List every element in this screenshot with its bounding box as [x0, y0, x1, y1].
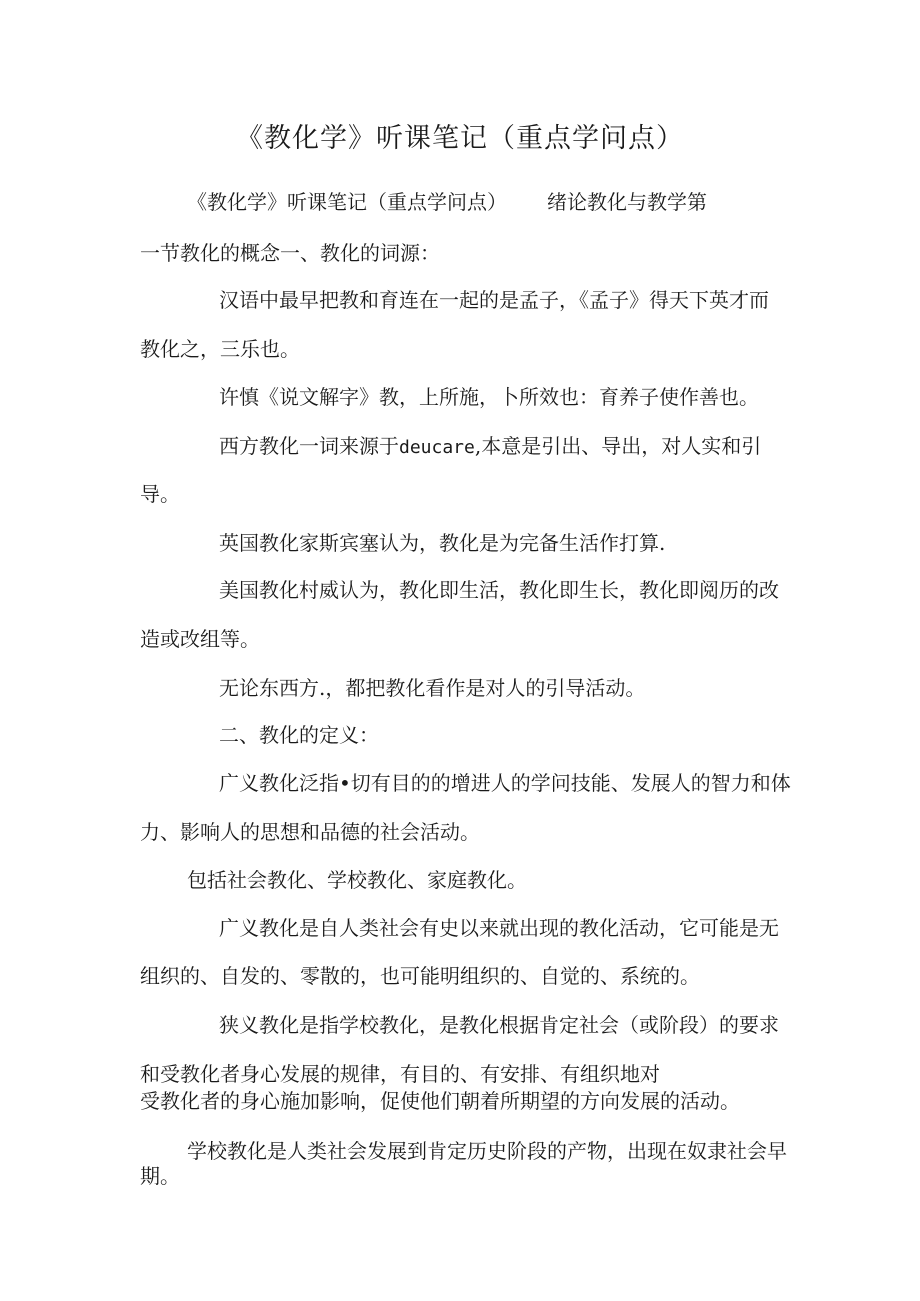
paragraph-line: 广义教化是自人类社会有史以来就出现的教化活动，它可能是无 [219, 916, 779, 940]
section-heading: 二、教化的定义： [219, 723, 379, 747]
paragraph-line: 受教化者的身心施加影响，促使他们朝着所期望的方向发展的活动。 [140, 1089, 740, 1113]
paragraph-line: 狭义教化是指学校教化，是教化根据肯定社会（或阶段）的要求 [219, 1013, 779, 1037]
text-run: ,本意是引出、导出，对人实和引 [474, 434, 762, 458]
paragraph-line: 广义教化泛指•切有目的的增进人的学问技能、发展人的智力和体 [219, 771, 791, 795]
paragraph-line [219, 432, 761, 462]
paragraph-line: 英国教化家斯宾塞认为，教化是为完备生活作打算. [219, 531, 666, 555]
text-run: 西方教化一词来源于 [219, 434, 399, 458]
paragraph-line: 绪论教化与教学第 [547, 190, 707, 214]
paragraph-line: 《教化学》听课笔记（重点学问点） [187, 190, 507, 214]
paragraph-line: 许慎《说文解字》教，上所施，卜所效也：育养子使作善也。 [219, 385, 759, 409]
paragraph-line: 一节教化的概念一、教化的词源： [140, 241, 440, 265]
paragraph-line: 教化之，三乐也。 [140, 337, 300, 361]
paragraph-line: 包括社会教化、学校教化、家庭教化。 [187, 868, 527, 892]
paragraph-line: 期。 [140, 1164, 180, 1188]
document-title: 《教化学》听课笔记（重点学问点） [236, 123, 684, 154]
paragraph-line: 无论东西方.，都把教化看作是对人的引导活动。 [219, 676, 646, 700]
latin-word: deucare [399, 437, 475, 458]
paragraph-line: 汉语中最早把教和育连在一起的是孟子，《孟子》得天下英才而 [219, 288, 769, 312]
paragraph-line: 造或改组等。 [140, 627, 260, 651]
paragraph-line: 美国教化村威认为，教化即生活，教化即生长，教化即阅历的改 [219, 578, 779, 602]
paragraph-line: 组织的、自发的、零散的，也可能明组织的、自觉的、系统的。 [140, 964, 700, 988]
paragraph-line: 导。 [140, 482, 180, 506]
paragraph-line: 和受教化者身心发展的规律，有目的、有安排、有组织地对 [140, 1062, 660, 1086]
paragraph-line: 学校教化是人类社会发展到肯定历史阶段的产物，出现在奴隶社会早 [187, 1139, 787, 1163]
paragraph-line: 力、影响人的思想和品德的社会活动。 [140, 820, 480, 844]
